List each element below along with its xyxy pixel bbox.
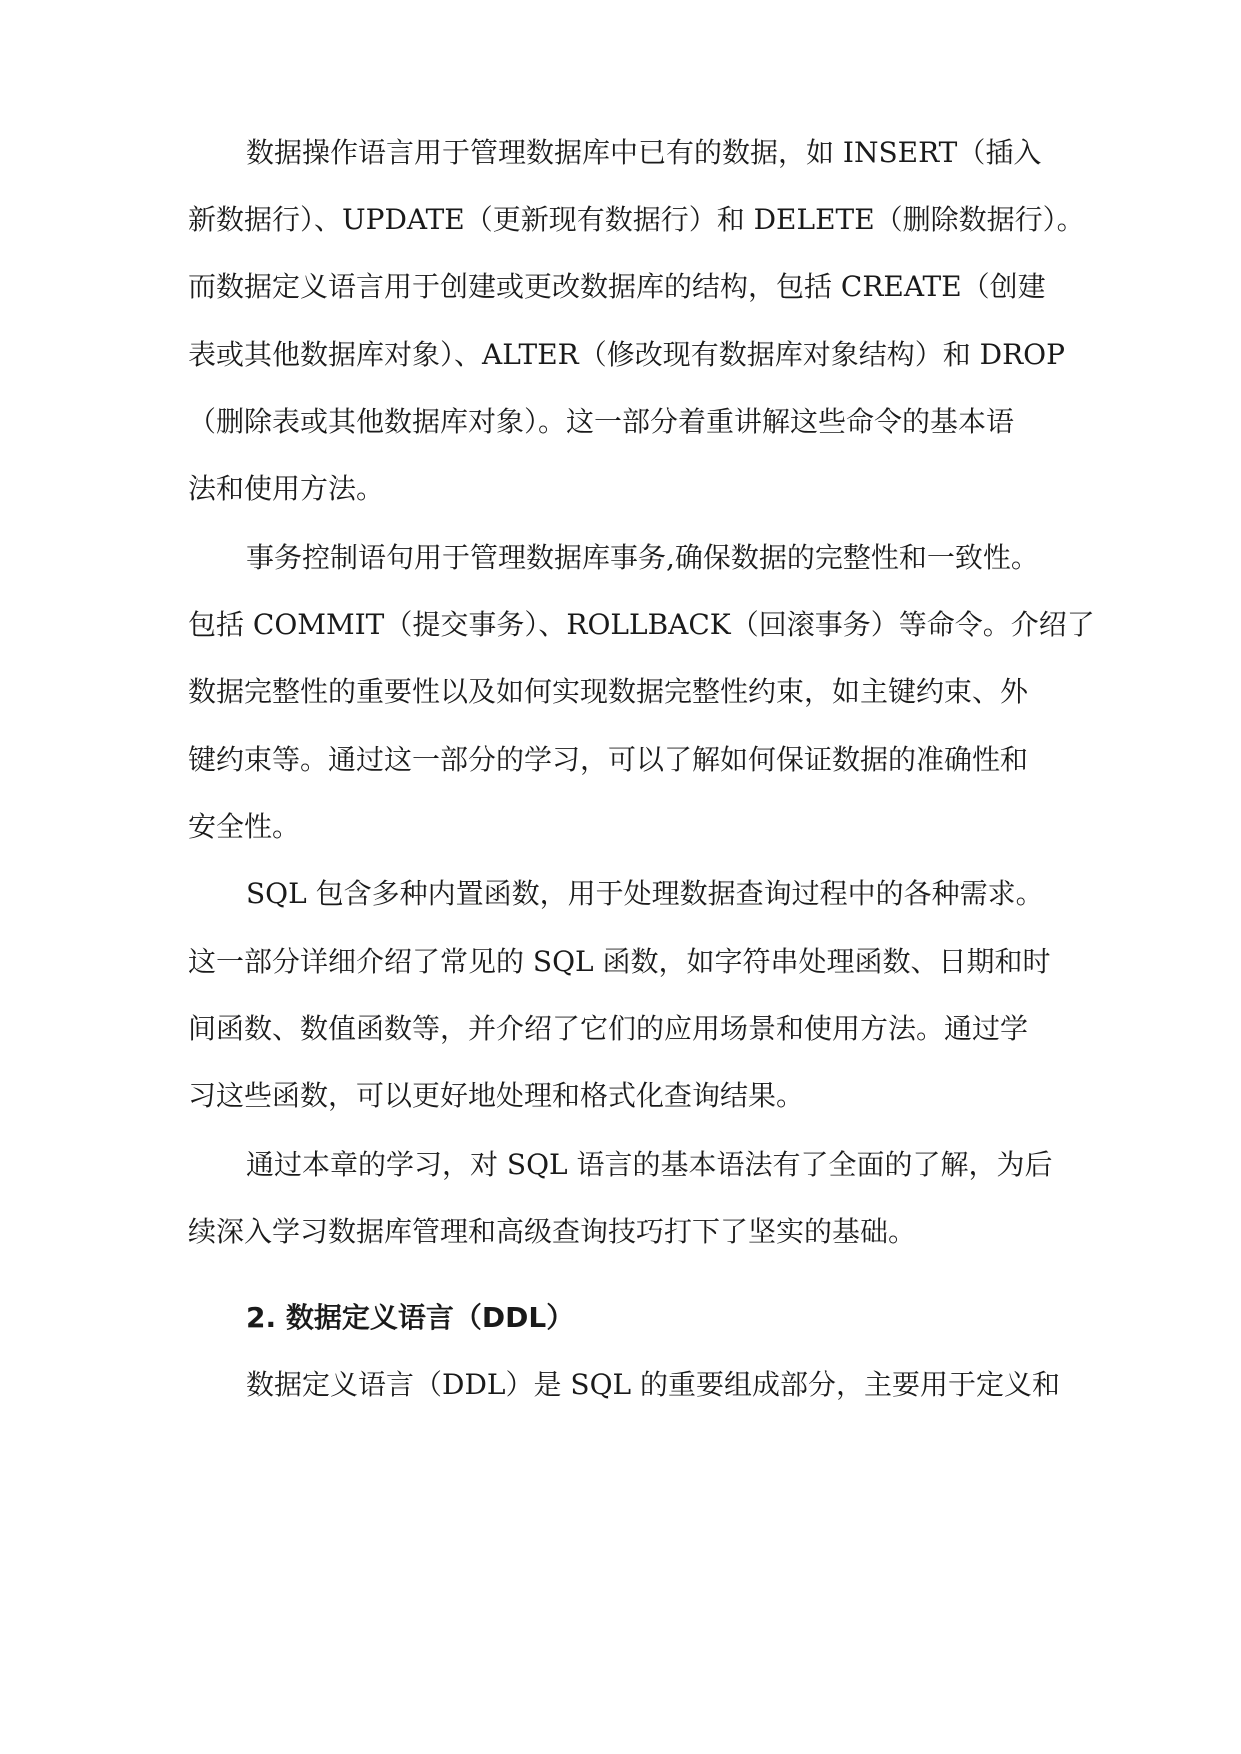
paragraph-line: SQL 包含多种内置函数，用于处理数据查询过程中的各种需求。 [246, 877, 1044, 910]
paragraph-line: （删除表或其他数据库对象）。这一部分着重讲解这些命令的基本语 [188, 405, 1015, 438]
paragraph-line: 法和使用方法。 [188, 472, 385, 505]
paragraph-line: 表或其他数据库对象）、ALTER（修改现有数据库对象结构）和 DROP [188, 338, 1065, 371]
paragraph-line: 包括 COMMIT（提交事务）、ROLLBACK（回滚事务）等命令。介绍了 [188, 608, 1095, 641]
paragraph-line: 安全性。 [188, 810, 301, 843]
section-heading: 2. 数据定义语言（DDL） [246, 1301, 575, 1334]
paragraph-line: 数据定义语言（DDL）是 SQL 的重要组成部分，主要用于定义和 [246, 1368, 1061, 1401]
paragraph-line: 键约束等。通过这一部分的学习，可以了解如何保证数据的准确性和 [188, 743, 1029, 776]
paragraph-line: 而数据定义语言用于创建或更改数据库的结构，包括 CREATE（创建 [188, 270, 1046, 303]
paragraph-line: 通过本章的学习，对 SQL 语言的基本语法有了全面的了解，为后 [246, 1148, 1053, 1181]
paragraph-line: 事务控制语句用于管理数据库事务,确保数据的完整性和一致性。 [246, 541, 1039, 574]
paragraph-line: 数据完整性的重要性以及如何实现数据完整性约束，如主键约束、外 [188, 675, 1029, 708]
paragraph-line: 续深入学习数据库管理和高级查询技巧打下了坚实的基础。 [188, 1215, 917, 1248]
paragraph-line: 数据操作语言用于管理数据库中已有的数据，如 INSERT（插入 [246, 136, 1042, 169]
paragraph-line: 新数据行）、UPDATE（更新现有数据行）和 DELETE（删除数据行）。 [188, 203, 1085, 236]
paragraph-line: 间函数、数值函数等，并介绍了它们的应用场景和使用方法。通过学 [188, 1012, 1029, 1045]
paragraph-line: 这一部分详细介绍了常见的 SQL 函数，如字符串处理函数、日期和时 [188, 945, 1051, 978]
paragraph-line: 习这些函数，可以更好地处理和格式化查询结果。 [188, 1079, 805, 1112]
